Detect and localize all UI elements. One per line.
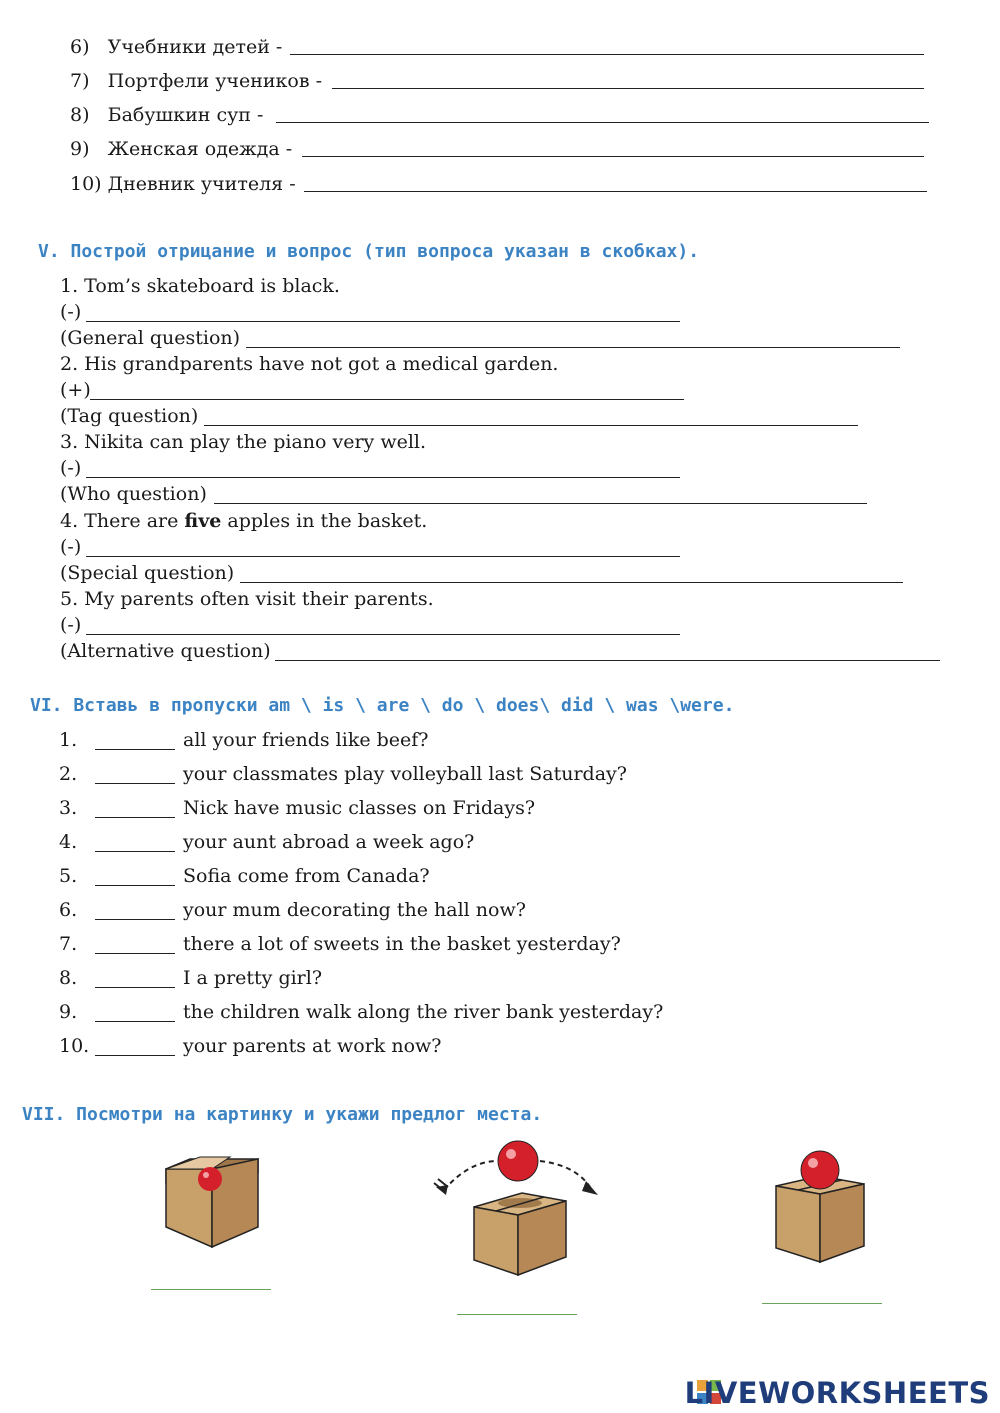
list-item <box>59 1001 759 1025</box>
task-prompt: (General question) <box>60 327 241 349</box>
sentence-part: apples in the basket. <box>221 510 428 532</box>
task-sentence: 1. Tom’s skateboard is black. <box>60 275 340 297</box>
list-item <box>59 729 759 753</box>
task-prompt: (-) <box>60 301 82 323</box>
item-text: your parents at work now? <box>183 1035 442 1057</box>
task-prompt: (Special question) <box>60 562 235 584</box>
answer-field[interactable] <box>204 405 858 426</box>
answer-blank[interactable] <box>95 1035 175 1056</box>
answer-blank[interactable] <box>95 729 175 750</box>
task-sentence <box>60 510 427 532</box>
item-number: 9. <box>59 1001 78 1023</box>
item-text: Дневник учителя - <box>107 173 296 195</box>
list-item <box>59 967 759 991</box>
task-prompt: (Tag question) <box>60 405 199 427</box>
task-sentence: 5. My parents often visit their parents. <box>60 588 434 610</box>
item-number: 10) <box>70 173 102 195</box>
answer-field[interactable] <box>90 379 684 400</box>
answer-field[interactable] <box>86 457 680 478</box>
item-text: Nick have music classes on Fridays? <box>183 797 536 819</box>
item-number: 7) <box>70 70 90 92</box>
item-text: Учебники детей - <box>107 36 283 58</box>
item-text: the children walk along the river bank yesterday? <box>183 1001 664 1023</box>
answer-field[interactable] <box>290 34 924 55</box>
answer-field[interactable] <box>214 483 867 504</box>
answer-field[interactable] <box>246 327 900 348</box>
section4-item <box>70 70 322 92</box>
section6-title: VI. Вставь в пропуски am \ is \ are \ do \ does\ did \ was \were. <box>30 695 735 716</box>
task-prompt: (Who question) <box>60 483 207 505</box>
item-text: all your friends like beef? <box>183 729 429 751</box>
item-text: your mum decorating the hall now? <box>183 899 526 921</box>
item-text: your classmates play volleyball last Saturday? <box>183 763 627 785</box>
answer-field[interactable] <box>304 171 927 192</box>
item-number: 9) <box>70 138 90 160</box>
answer-field[interactable] <box>302 136 924 157</box>
task-prompt: (-) <box>60 536 82 558</box>
answer-field[interactable] <box>240 562 903 583</box>
list-item <box>59 899 759 923</box>
answer-blank[interactable] <box>95 831 175 852</box>
answer-field[interactable] <box>275 640 940 661</box>
bold-word: five <box>184 510 222 532</box>
item-number: 8. <box>59 967 78 989</box>
item-number: 2. <box>59 763 78 785</box>
section4-item <box>70 173 296 195</box>
answer-blank[interactable] <box>95 1001 175 1022</box>
ball-on-box-picture <box>768 1148 873 1266</box>
answer-field[interactable] <box>457 1314 577 1315</box>
list-item <box>59 797 759 821</box>
item-number: 5. <box>59 865 78 887</box>
list-item <box>59 763 759 787</box>
answer-blank[interactable] <box>95 797 175 818</box>
answer-blank[interactable] <box>95 967 175 988</box>
section4-item <box>70 36 282 58</box>
list-item <box>59 865 759 889</box>
item-text: Бабушкин суп - <box>107 104 264 126</box>
answer-field[interactable] <box>332 68 924 89</box>
item-text: Женская одежда - <box>107 138 293 160</box>
item-number: 10. <box>59 1035 90 1057</box>
item-text: Sofia come from Canada? <box>183 865 430 887</box>
item-number: 8) <box>70 104 90 126</box>
task-prompt: (-) <box>60 457 82 479</box>
task-prompt: (-) <box>60 614 82 636</box>
item-number: 6) <box>70 36 90 58</box>
liveworksheets-logo: LIVEWORKSHEETS <box>684 1376 990 1410</box>
section4-item <box>70 104 263 126</box>
answer-field[interactable] <box>86 536 680 557</box>
item-text: there a lot of sweets in the basket yesterday? <box>183 933 621 955</box>
answer-blank[interactable] <box>95 899 175 920</box>
answer-field[interactable] <box>276 102 929 123</box>
list-item <box>59 933 759 957</box>
answer-blank[interactable] <box>95 763 175 784</box>
answer-blank[interactable] <box>95 933 175 954</box>
section4-item <box>70 138 292 160</box>
section5-title: V. Построй отрицание и вопрос (тип вопроса указан в скобках). <box>38 241 700 262</box>
section7-title: VII. Посмотри на картинку и укажи предлог места. <box>22 1104 543 1125</box>
ball-over-box-picture <box>430 1135 600 1280</box>
answer-blank[interactable] <box>95 865 175 886</box>
item-text: your aunt abroad a week ago? <box>183 831 475 853</box>
item-number: 1. <box>59 729 78 751</box>
item-number: 3. <box>59 797 78 819</box>
task-prompt: (+) <box>60 379 91 401</box>
answer-field[interactable] <box>762 1303 882 1304</box>
task-prompt: (Alternative question) <box>60 640 271 662</box>
answer-field[interactable] <box>151 1289 271 1290</box>
item-text: I a pretty girl? <box>183 967 323 989</box>
item-number: 7. <box>59 933 78 955</box>
task-sentence: 3. Nikita can play the piano very well. <box>60 431 427 453</box>
sentence-part: 4. There are <box>60 510 185 532</box>
answer-field[interactable] <box>86 614 680 635</box>
ball-in-box-picture <box>160 1155 270 1250</box>
item-text: Портфели учеников - <box>107 70 322 92</box>
list-item <box>59 1035 759 1059</box>
task-sentence: 2. His grandparents have not got a medical garden. <box>60 353 559 375</box>
list-item <box>59 831 759 855</box>
item-number: 4. <box>59 831 78 853</box>
item-number: 6. <box>59 899 78 921</box>
answer-field[interactable] <box>86 301 680 322</box>
